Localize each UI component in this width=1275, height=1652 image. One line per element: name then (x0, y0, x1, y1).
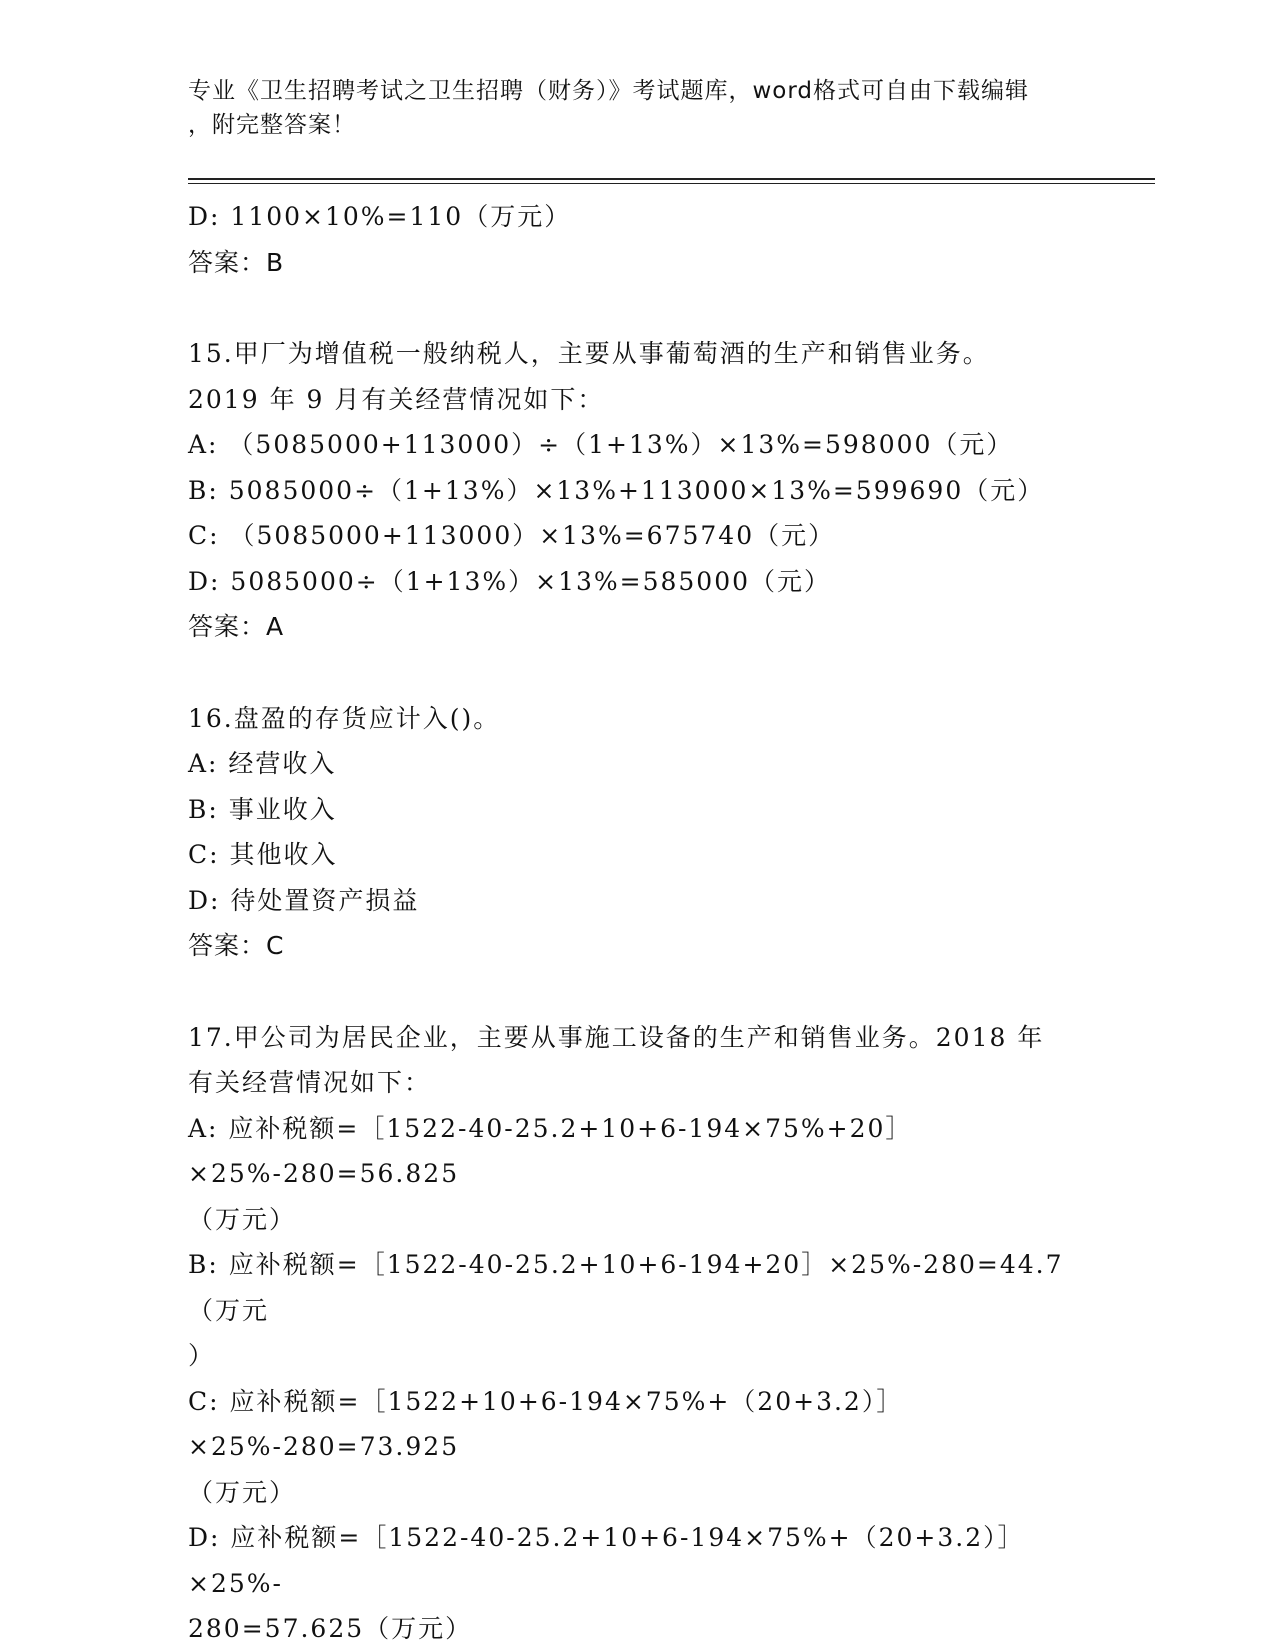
option-b: B: 5085000÷（1+13%）×13%+113000×13%=599690（元） (188, 475, 1045, 505)
option-a: A: （5085000+113000）÷（1+13%）×13%=598000（元） (188, 430, 1014, 459)
option-c: C: 其他收入 (188, 840, 338, 869)
question-stem: 16.盘盈的存货应计入()。 (188, 703, 501, 733)
header-line-2: ，附完整答案！ (188, 112, 356, 138)
question-stem: 17.甲公司为居民企业，主要从事施工设备的生产和销售业务。2018 年 (188, 1022, 1045, 1052)
option-d: D: 5085000÷（1+13%）×13%=585000（元） (188, 566, 832, 596)
document-body (188, 194, 1088, 1652)
question-stem: 15.甲厂为增值税一般纳税人，主要从事葡萄酒的生产和销售业务。 (188, 339, 990, 368)
answer-line: 答案：B (188, 247, 285, 277)
option-c-continued: （万元） (188, 1477, 297, 1507)
option-b: B: 事业收入 (188, 794, 337, 824)
header-divider-thick (188, 178, 1155, 180)
option-a-continued: （万元） (188, 1204, 297, 1234)
question-15 (188, 331, 1088, 650)
previous-question-tail (188, 194, 1088, 285)
question-stem: 2019 年 9 月有关经营情况如下： (188, 384, 605, 414)
option-a: A: 经营收入 (188, 749, 337, 778)
option-a: A: 应补税额=［1522-40-25.2+10+6-194×75%+20］×25%-280=56.825 (188, 1113, 913, 1188)
option-d: D: 1100×10%=110（万元） (188, 202, 572, 231)
question-16 (188, 696, 1088, 969)
question-stem: 有关经营情况如下： (188, 1068, 432, 1097)
option-d: D: 待处置资产损益 (188, 885, 420, 915)
option-c: C: （5085000+113000）×13%=675740（元） (188, 521, 836, 550)
answer-line: 答案：C (188, 931, 285, 960)
question-17 (188, 1015, 1088, 1652)
document-header (188, 74, 1068, 142)
answer-line: 答案：A (188, 612, 285, 641)
option-b-continued: ） (188, 1341, 216, 1370)
header-line-1: 专业《卫生招聘考试之卫生招聘（财务）》考试题库，word格式可自由下载编辑 (188, 78, 1030, 104)
option-c: C: 应补税额=［1522+10+6-194×75%+（20+3.2）］×25%-280=73.925 (188, 1386, 904, 1461)
header-divider-thin (188, 183, 1155, 184)
option-d-continued: 280=57.625（万元） (188, 1614, 473, 1643)
option-b: B: 应补税额=［1522-40-25.2+10+6-194+20］×25%-280=44.7（万元 (188, 1250, 1064, 1325)
option-d: D: 应补税额=［1522-40-25.2+10+6-194×75%+（20+3.2）］×25%- (188, 1523, 1025, 1598)
